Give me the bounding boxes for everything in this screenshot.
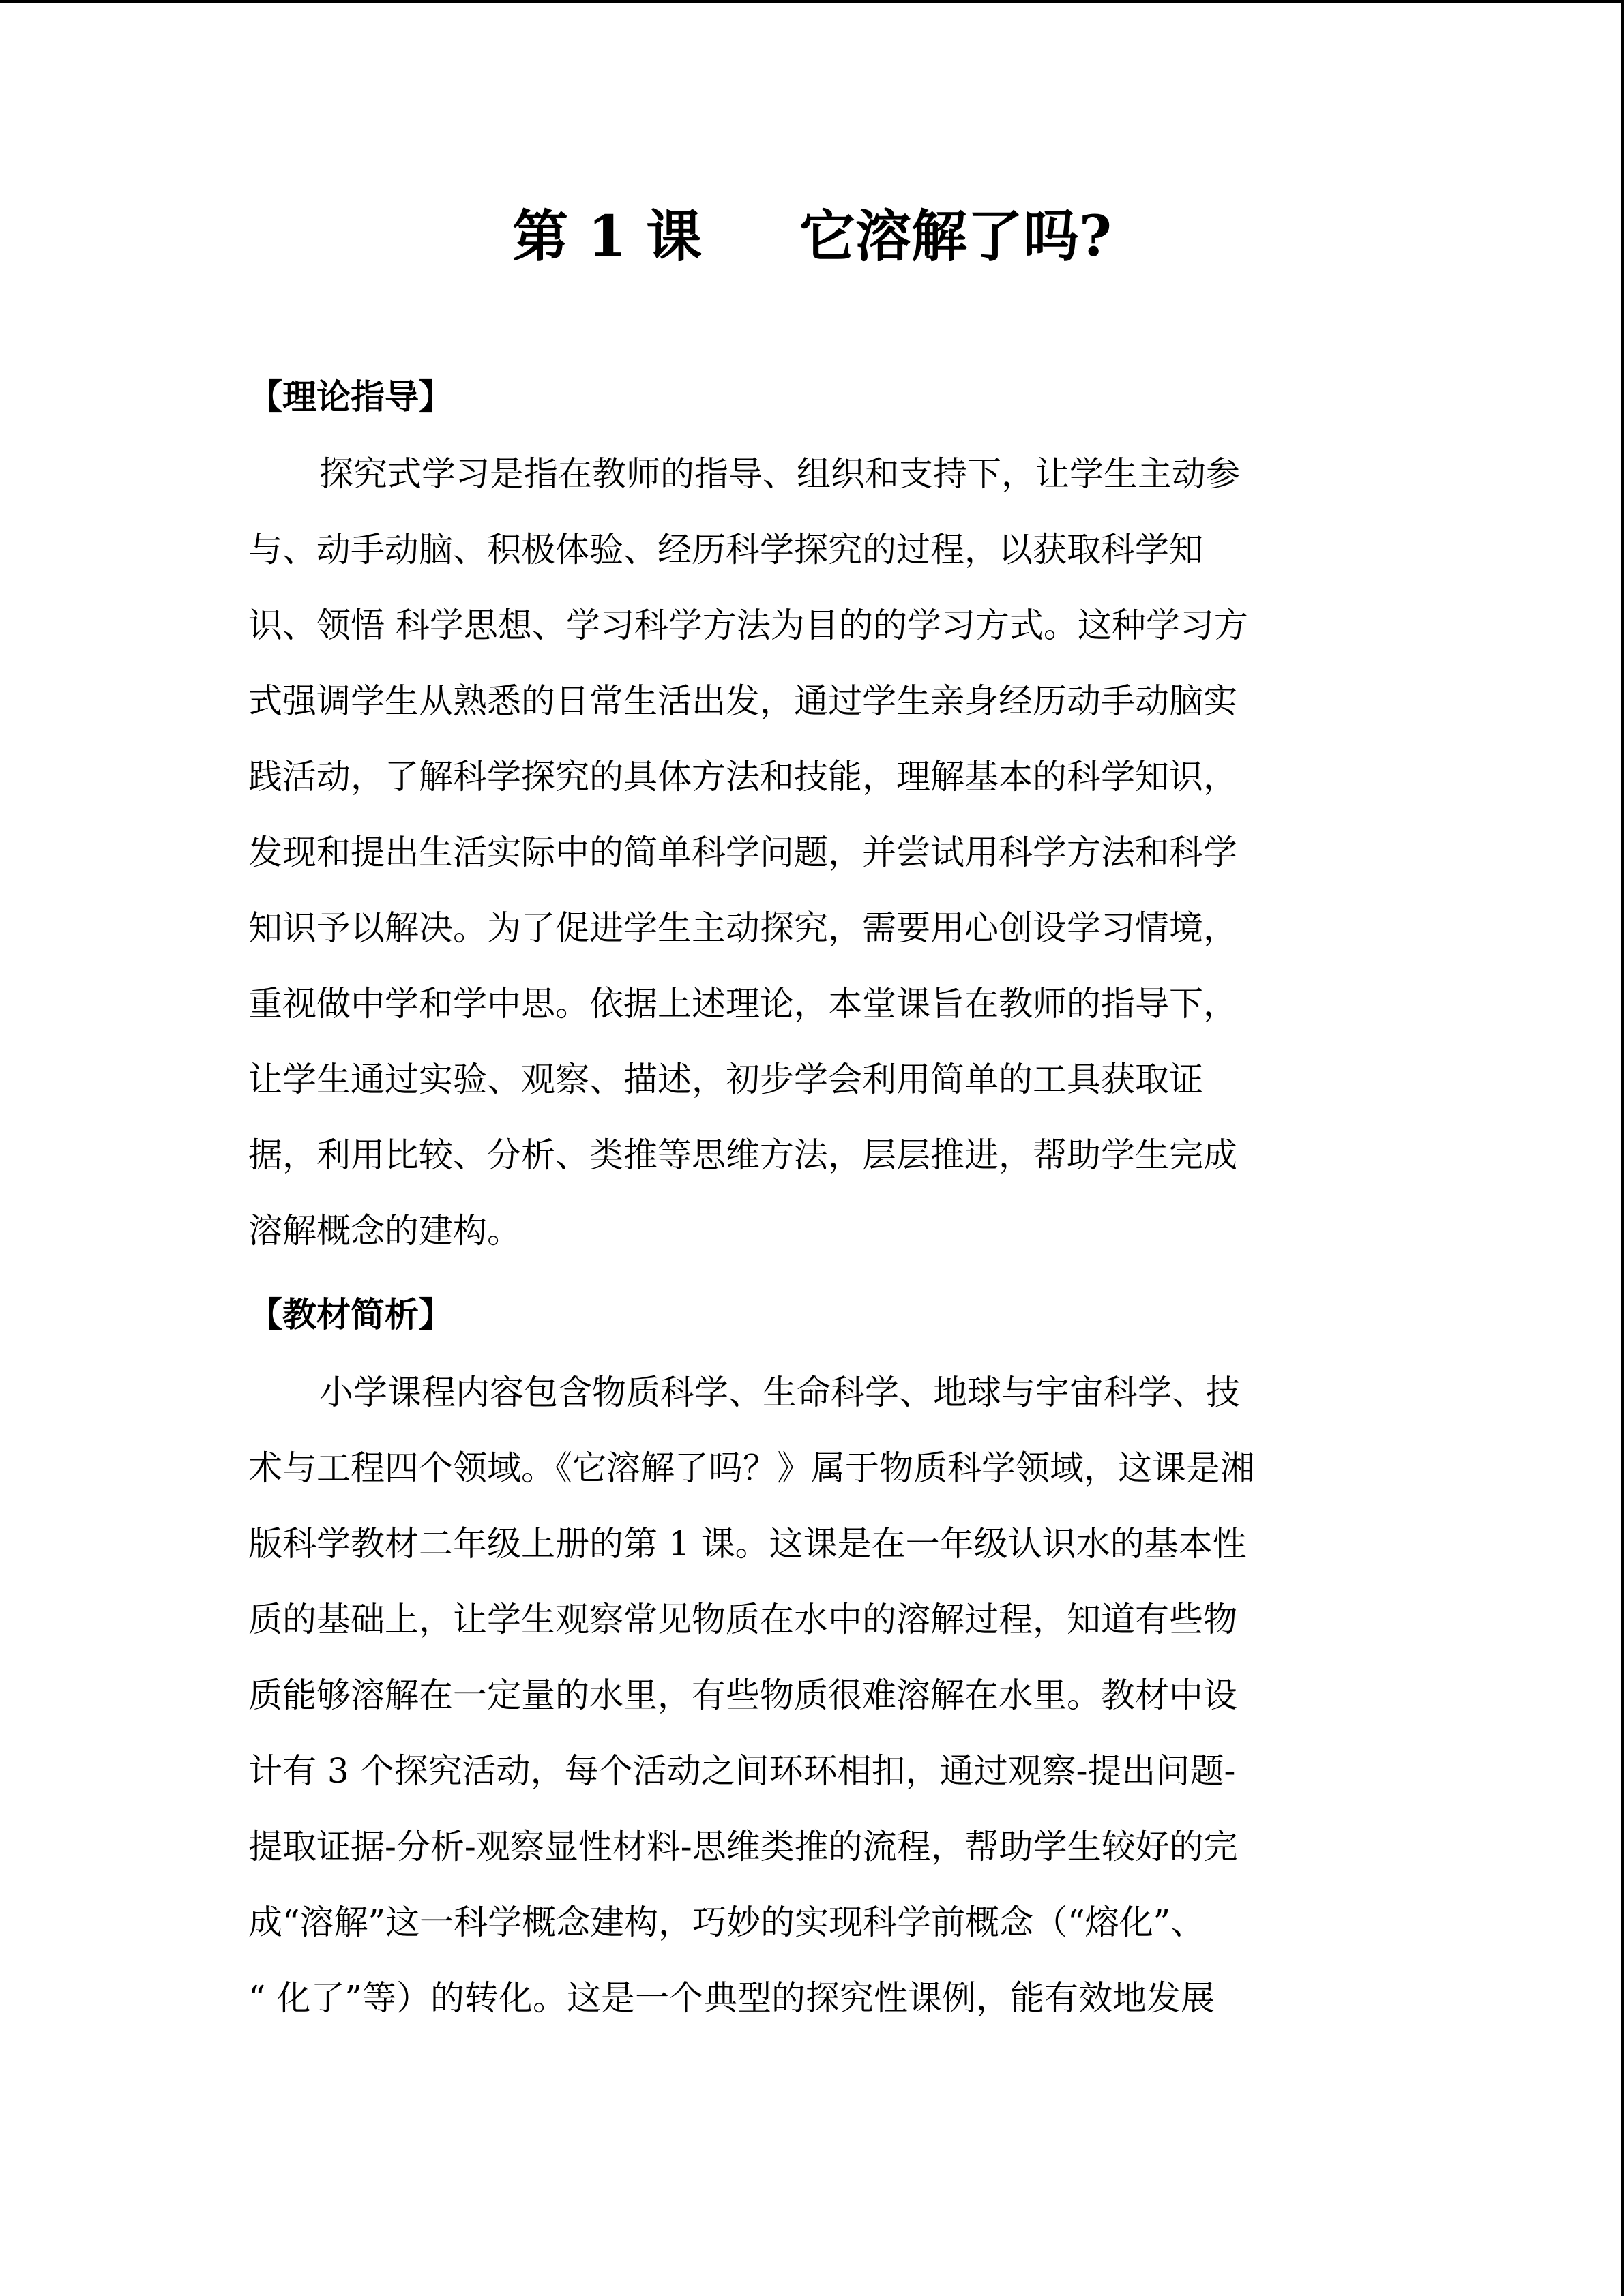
paragraph-line: 据，利用比较、分析、类推等思维方法，层层推进，帮助学生完成 [248,1135,1237,1175]
paragraph-line: 术与工程四个领域。《它溶解了吗？》属于物质科学领域，这课是湘 [248,1448,1254,1488]
paragraph-line: “ 化了”等）的转化。这是一个典型的探究性课例，能有效地发展 [248,1978,1215,2018]
paragraph-line: 式强调学生从熟悉的日常生活出发，通过学生亲身经历动手动脑实 [248,681,1237,721]
paragraph-line: 重视做中学和学中思。依据上述理论，本堂课旨在教师的指导下， [248,984,1237,1024]
paragraph-line: 让学生通过实验、观察、描述，初步学会利用简单的工具获取证 [248,1060,1203,1099]
paragraph-line: 溶解概念的建构。 [248,1211,521,1251]
paragraph-line: 践活动，了解科学探究的具体方法和技能，理解基本的科学知识， [248,757,1237,796]
paragraph-line: 计有 3 个探究活动，每个活动之间环环相扣，通过观察-提出问题- [248,1751,1236,1791]
paragraph-line: 探究式学习是指在教师的指导、组织和支持下，让学生主动参 [319,454,1240,494]
section-heading-theory: 【理论指导】 [248,376,453,417]
paragraph-line: 发现和提出生活实际中的简单科学问题，并尝试用科学方法和科学 [248,833,1237,872]
paragraph-line: 质能够溶解在一定量的水里，有些物质很难溶解在水里。教材中设 [248,1675,1237,1715]
page-border-right [1621,0,1624,2296]
paragraph-line: 提取证据-分析-观察显性材料-思维类推的流程，帮助学生较好的完 [248,1827,1238,1866]
page-title: 第 1 课 它溶解了吗? [512,204,1112,269]
paragraph-line: 质的基础上，让学生观察常见物质在水中的溶解过程，知道有些物 [248,1600,1237,1639]
paragraph-line: 小学课程内容包含物质科学、生命科学、地球与宇宙科学、技 [319,1373,1240,1412]
page-border-top [0,0,1624,3]
paragraph-line: 识、领悟 科学思想、学习科学方法为目的的学习方式。这种学习方 [248,606,1248,645]
paragraph-line: 与、动手动脑、积极体验、经历科学探究的过程，以获取科学知 [248,530,1203,569]
paragraph-line: 成“溶解”这一科学概念建构，巧妙的实现科学前概念（“熔化”、 [248,1903,1205,1942]
section-heading-textbook: 【教材简析】 [248,1294,453,1335]
paragraph-line: 版科学教材二年级上册的第 1 课。这课是在一年级认识水的基本性 [248,1524,1247,1564]
paragraph-line: 知识予以解决。为了促进学生主动探究，需要用心创设学习情境， [248,908,1237,948]
